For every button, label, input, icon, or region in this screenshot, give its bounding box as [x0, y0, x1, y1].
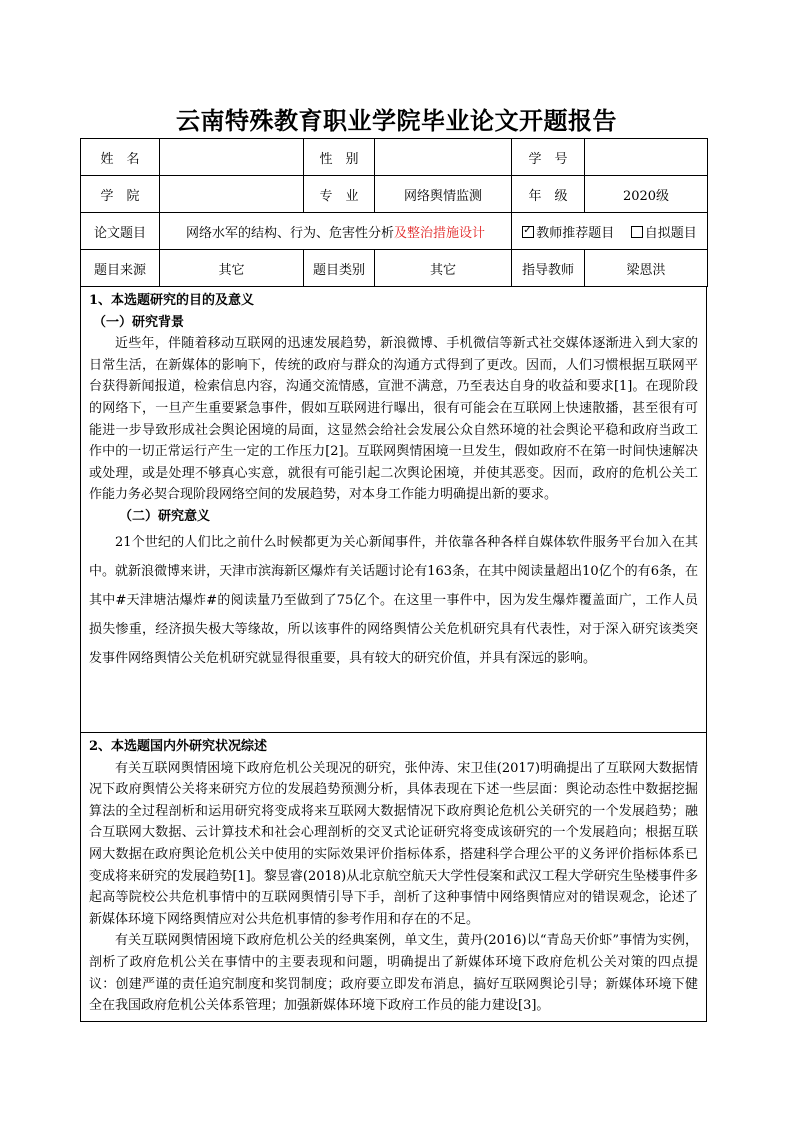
source-field[interactable]: 其它 [160, 250, 304, 287]
table-row [81, 176, 708, 213]
college-field[interactable] [160, 176, 304, 213]
major-label: 专 业 [304, 176, 375, 213]
college-label: 学 院 [81, 176, 160, 213]
topic-field[interactable] [160, 213, 512, 250]
topic-text: 网络水军的结构、行为、危害性分析 [185, 225, 394, 241]
page-title: 云南特殊教育职业学院毕业论文开题报告 [176, 106, 617, 135]
paragraph: 21个世纪的人们比之前什么时候都更为关心新闻事件，并依靠各种各样自媒体软件服务平台加入在其中。就新浪微博来讲，天津市滨海新区爆炸有关话题讨论有163条，在其中阅读量超出10亿个的有6条，在其中#天津塘沽爆炸#的阅读量乃至做到了75亿个。在这里一事件中，因为发生爆炸覆盖面广，工作人员损失惨重，经济损失极大等缘故，所以该事件的网络舆情公关危机研究具有代表性，对于深入研究该类突发事件网络舆情公关危机研究就显得很重要，具有较大的研究价值，并具有深远的影响。 [89, 534, 698, 666]
self-proposed-option[interactable]: 自拟题目 [631, 226, 697, 241]
major-field[interactable]: 网络舆情监测 [375, 176, 512, 213]
topic-label: 论文题目 [81, 213, 160, 250]
section-heading: 2、本选题国内外研究状况综述 [89, 739, 268, 754]
grade-field[interactable]: 2020级 [585, 176, 708, 213]
subsection-heading: （二）研究意义 [119, 508, 211, 524]
teacher-recommended-option[interactable]: ✓ 教师推荐题目 [522, 226, 614, 241]
name-field[interactable] [160, 139, 304, 176]
advisor-field[interactable]: 梁恩洪 [585, 250, 708, 287]
info-table [80, 138, 708, 287]
source-label: 题目来源 [81, 250, 160, 287]
paragraph: 有关互联网舆情困境下政府危机公关现况的研究，张仲涛、宋卫佳(2017)明确提出了互联网大数据情况下政府舆情公关将来研究方位的发展趋势预测分析，具体表现在下述一些层面：舆论动态性中数据挖掘算法的全过程剖析和运用研究将变成将来互联网大数据情况下政府舆论危机公关研究的一个发展趋势；融合互联网大数据、云计算技术和社会心理剖析的交叉式论证研究将变成该研究的一个发展趋向；根据互联网大数据在政府舆论危机公关中使用的实际效果评价指标体系，搭建科学合理公平的义务评价指标体系已变成将来研究的发展趋势[1]。黎昱睿(2018)从北京航空航天大学性侵案和武汉工程大学研究生坠楼事件多起高等院校公共危机事情中的互联网舆情引导下手，剖析了这种事情中网络舆情应对的错误观念，论述了新媒体环境下网络舆情应对公共危机事情的参考作用和存在的不足。 [89, 760, 698, 927]
checkbox-icon[interactable] [631, 226, 643, 238]
section-purpose [80, 286, 707, 733]
subsection-heading: （一）研究背景 [93, 314, 185, 330]
topic-type-cell [512, 213, 708, 250]
student-id-field[interactable] [585, 139, 708, 176]
category-label: 题目类别 [304, 250, 375, 287]
paragraph: 有关互联网舆情困境下政府危机公关的经典案例，单文生，黄丹(2016)以“青岛天价虾”事情为实例，剖析了政府危机公关在事情中的主要表现和问题，明确提出了新媒体环境下政府危机公关对策的四点提议：创建严谨的责任追究制度和奖罚制度；政府要立即发布消息，搞好互联网舆论引导；新媒体环境下健全在我国政府危机公关体系管理；加强新媒体环境下政府工作员的能力建设[3]。 [89, 933, 698, 1014]
section-heading: 1、本选题研究的目的及意义 [89, 293, 255, 308]
gender-label: 性 别 [304, 139, 375, 176]
category-field[interactable]: 其它 [375, 250, 512, 287]
gender-field[interactable] [375, 139, 512, 176]
topic-text-highlight: 及整治措施设计 [394, 225, 486, 241]
advisor-label: 指导教师 [512, 250, 585, 287]
table-row [81, 250, 708, 287]
table-row [81, 139, 708, 176]
student-id-label: 学 号 [512, 139, 585, 176]
section-review [80, 732, 707, 1022]
paragraph: 近些年，伴随着移动互联网的迅速发展趋势，新浪微博、手机微信等新式社交媒体逐渐进入到大家的日常生活，在新媒体的影响下，传统的政府与群众的沟通方式得到了更改。因而，人们习惯根据互联网平台获得新闻报道，检索信息内容，沟通交流情感，宣泄不满意，乃至表达自身的收益和要求[1]。在现阶段的网络下，一旦产生重要紧急事件，假如互联网进行曝出，很有可能会在互联网上快速散播，甚至很有可能进一步导致形成社会舆论困境的局面，这显然会给社会发展公众自然环境的社会舆论平稳和政府当政工作中的一切正常运行产生一定的工作压力[2]。互联网舆情困境一旦发生，假如政府不在第一时间快速解决或处理，或是处理不够真心实意，就很有可能引起二次舆论困境，并使其恶变。因而，政府的危机公关工作能力务必契合现阶段网络空间的发展趋势，对本身工作能力明确提出新的要求。 [89, 336, 698, 503]
table-row [81, 213, 708, 250]
name-label: 姓 名 [81, 139, 160, 176]
grade-label: 年 级 [512, 176, 585, 213]
checkbox-checked-icon[interactable] [522, 226, 534, 238]
